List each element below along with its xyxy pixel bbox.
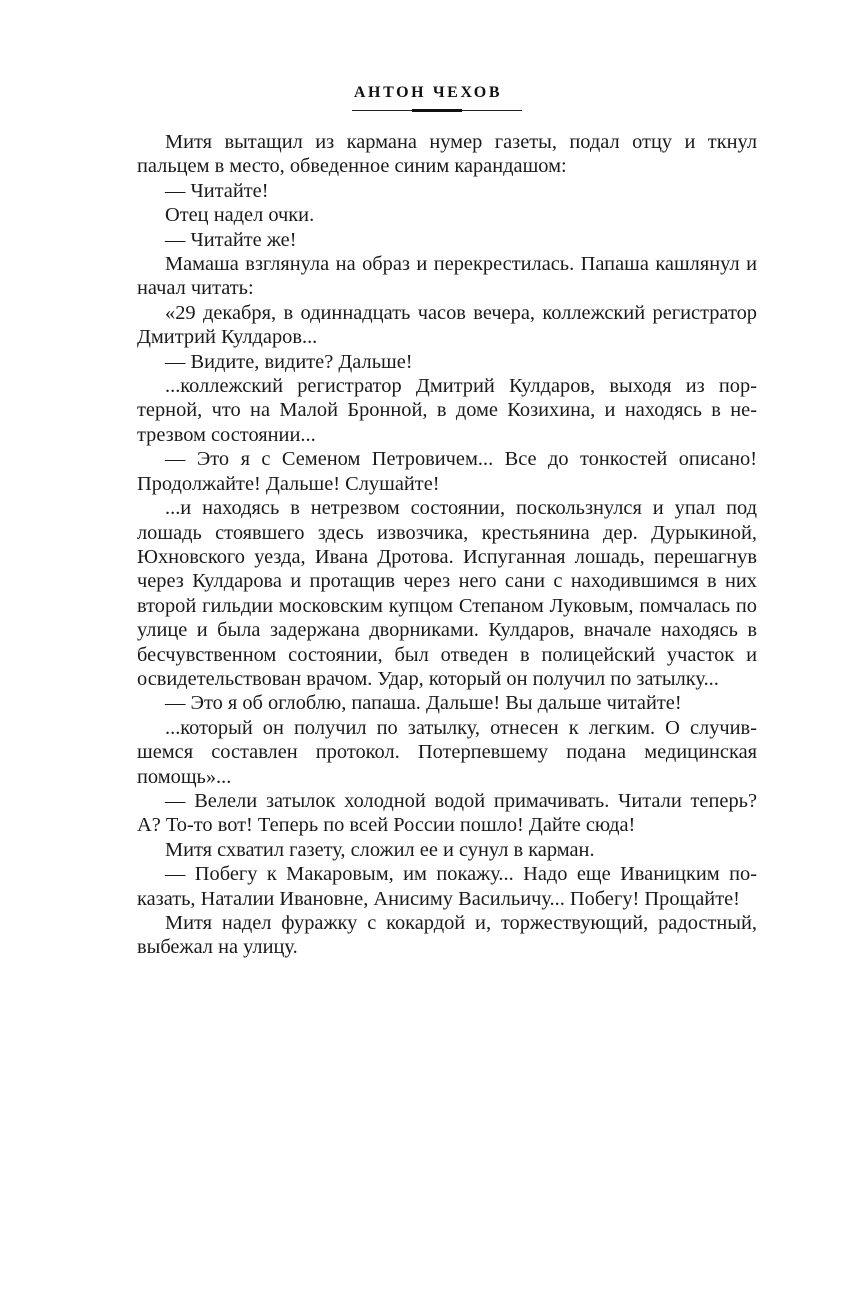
body-text xyxy=(137,130,757,960)
paragraph: Митя схватил газету, сложил ее и сунул в карман. xyxy=(165,838,595,861)
paragraph: — Читайте! xyxy=(165,179,269,202)
paragraph: Митя надел фуражку с кокардой и, торжествующий, радостный, выбежал на улицу. xyxy=(137,912,757,959)
paragraph: — Это я с Семеном Петровичем... Все до тонкостей описано! Продолжайте! Дальше! Слушайте! xyxy=(137,448,757,495)
header-rule-accent xyxy=(412,109,462,112)
paragraph: — Побегу к Макаровым, им покажу... Надо еще Иваницким показать, Наталии Ивановне, Анисиму Васильичу... Побегу! Прощайте! xyxy=(137,863,757,910)
paragraph: Митя вытащил из кармана нумер газеты, подал отцу и ткнул пальцем в место, обведенное синим карандашом: xyxy=(137,131,757,178)
paragraph: ...который он получил по затылку, отнесен к легким. О случившемся составлен протокол. Потерпевшему подана медицинская помощь»... xyxy=(137,716,757,788)
running-head: АНТОН ЧЕХОВ xyxy=(353,84,503,101)
paragraph: «29 декабря, в одиннадцать часов вечера, коллежский регистратор Дмитрий Кулдаров... xyxy=(137,301,757,349)
paragraph: — Читайте же! xyxy=(165,228,297,251)
paragraph: Мамаша взглянула на образ и перекрестилась. Папаша кашлянул и начал читать: xyxy=(137,253,757,300)
paragraph: — Видите, видите? Дальше! xyxy=(165,350,413,373)
paragraph: ...коллежский регистратор Дмитрий Кулдаров, выходя из портерной, что на Малой Бронной, в доме Козихина, и находясь в нетрезвом состоянии... xyxy=(137,375,757,446)
paragraph: — Это я об оглоблю, папаша. Дальше! Вы дальше читайте! xyxy=(165,692,682,715)
paragraph: Отец надел очки. xyxy=(165,204,315,227)
paragraph: — Велели затылок холодной водой примачивать. Читали теперь? А? То-то вот! Теперь по всей России пошло! Дайте сюда! xyxy=(137,789,757,837)
paragraph: ...и находясь в нетрезвом состоянии, поскользнулся и упал под лошадь стоявшего здесь извозчика, крестьянина дер. Дурыкиной, Юхновского уезда, Ивана Дротова. Испуганная лошадь, перешагнув через Кулдарова и протащив через него сани с находившимся в них второй гильдии московским купцом Степаном Луковым, помчалась по улице и была задержана дворниками. Кулдаров, вначале находясь в бесчувственном состоянии, был отведен в полицейский участок и освидетельствован врачом. Удар, который он получил по затылку... xyxy=(137,497,757,690)
